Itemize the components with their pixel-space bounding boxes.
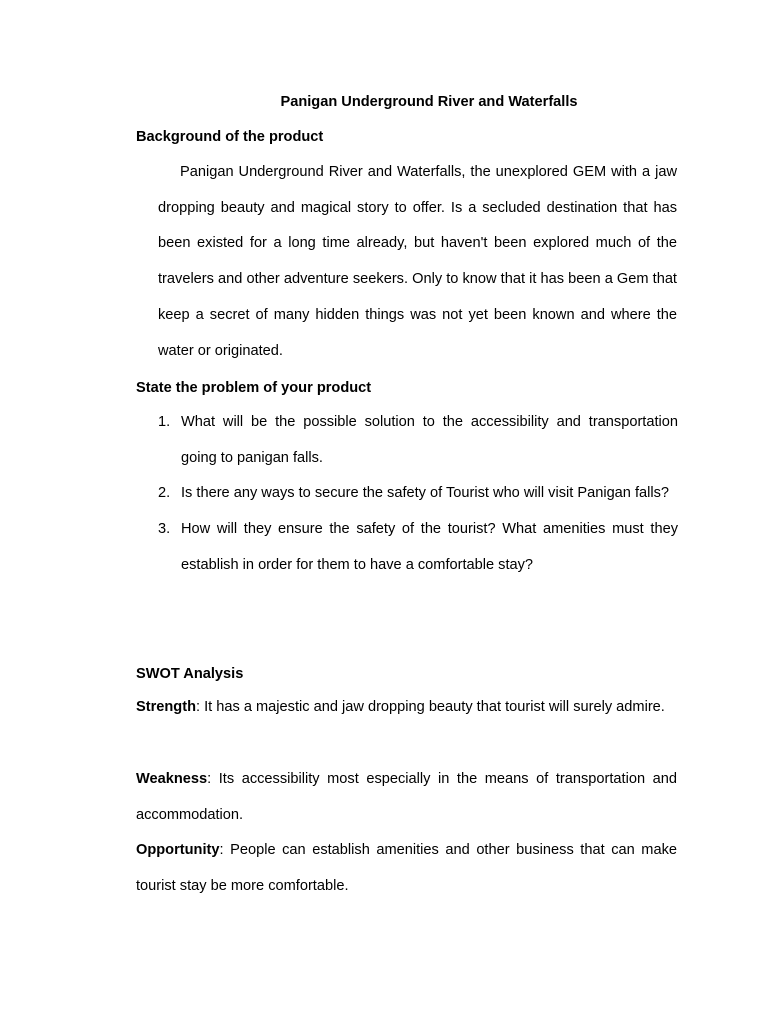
opportunity-label: Opportunity xyxy=(136,842,220,858)
problem-heading: State the problem of your product xyxy=(136,380,372,396)
swot-weakness xyxy=(136,762,677,833)
list-item xyxy=(158,405,678,476)
list-item-text: Is there any ways to secure the safety of Tourist who will visit Panigan falls? xyxy=(181,485,670,502)
list-item xyxy=(158,512,678,583)
list-item-number: 2. xyxy=(158,485,171,502)
background-paragraph-text: Panigan Underground River and Waterfalls, the unexplored GEM with a jaw dropping beauty and magical story to offer. Is a secluded destination that has been existed for a long time already, but haven't been explored much of the travelers and other adventure seekers. Only to know that it has been a Gem that keep a secret of many hidden things was not yet been known and where the water or originated. xyxy=(158,164,677,359)
opportunity-text: : People can establish amenities and other business that can make tourist stay be more comfortable. xyxy=(136,842,677,894)
swot-heading: SWOT Analysis xyxy=(136,666,244,682)
strength-text: : It has a majestic and jaw dropping beauty that tourist will surely admire. xyxy=(196,699,665,715)
swot-opportunity xyxy=(136,833,677,904)
list-item-number: 3. xyxy=(158,521,171,538)
background-paragraph xyxy=(158,155,677,369)
swot-strength xyxy=(136,690,677,726)
list-item-number: 1. xyxy=(158,414,171,430)
weakness-text: : Its accessibility most especially in the means of transportation and accommodation. xyxy=(136,771,677,823)
background-heading: Background of the product xyxy=(136,129,324,145)
document-title: Panigan Underground River and Waterfalls xyxy=(280,94,578,110)
list-item xyxy=(158,476,678,512)
strength-label: Strength xyxy=(136,699,196,715)
problem-list xyxy=(158,405,678,584)
list-item-text: How will they ensure the safety of the tourist? What amenities must they establish in order for them to have a comfortable stay? xyxy=(181,521,678,573)
weakness-label: Weakness xyxy=(136,771,208,787)
list-item-text: What will be the possible solution to the accessibility and transportation going to panigan falls. xyxy=(181,414,678,466)
